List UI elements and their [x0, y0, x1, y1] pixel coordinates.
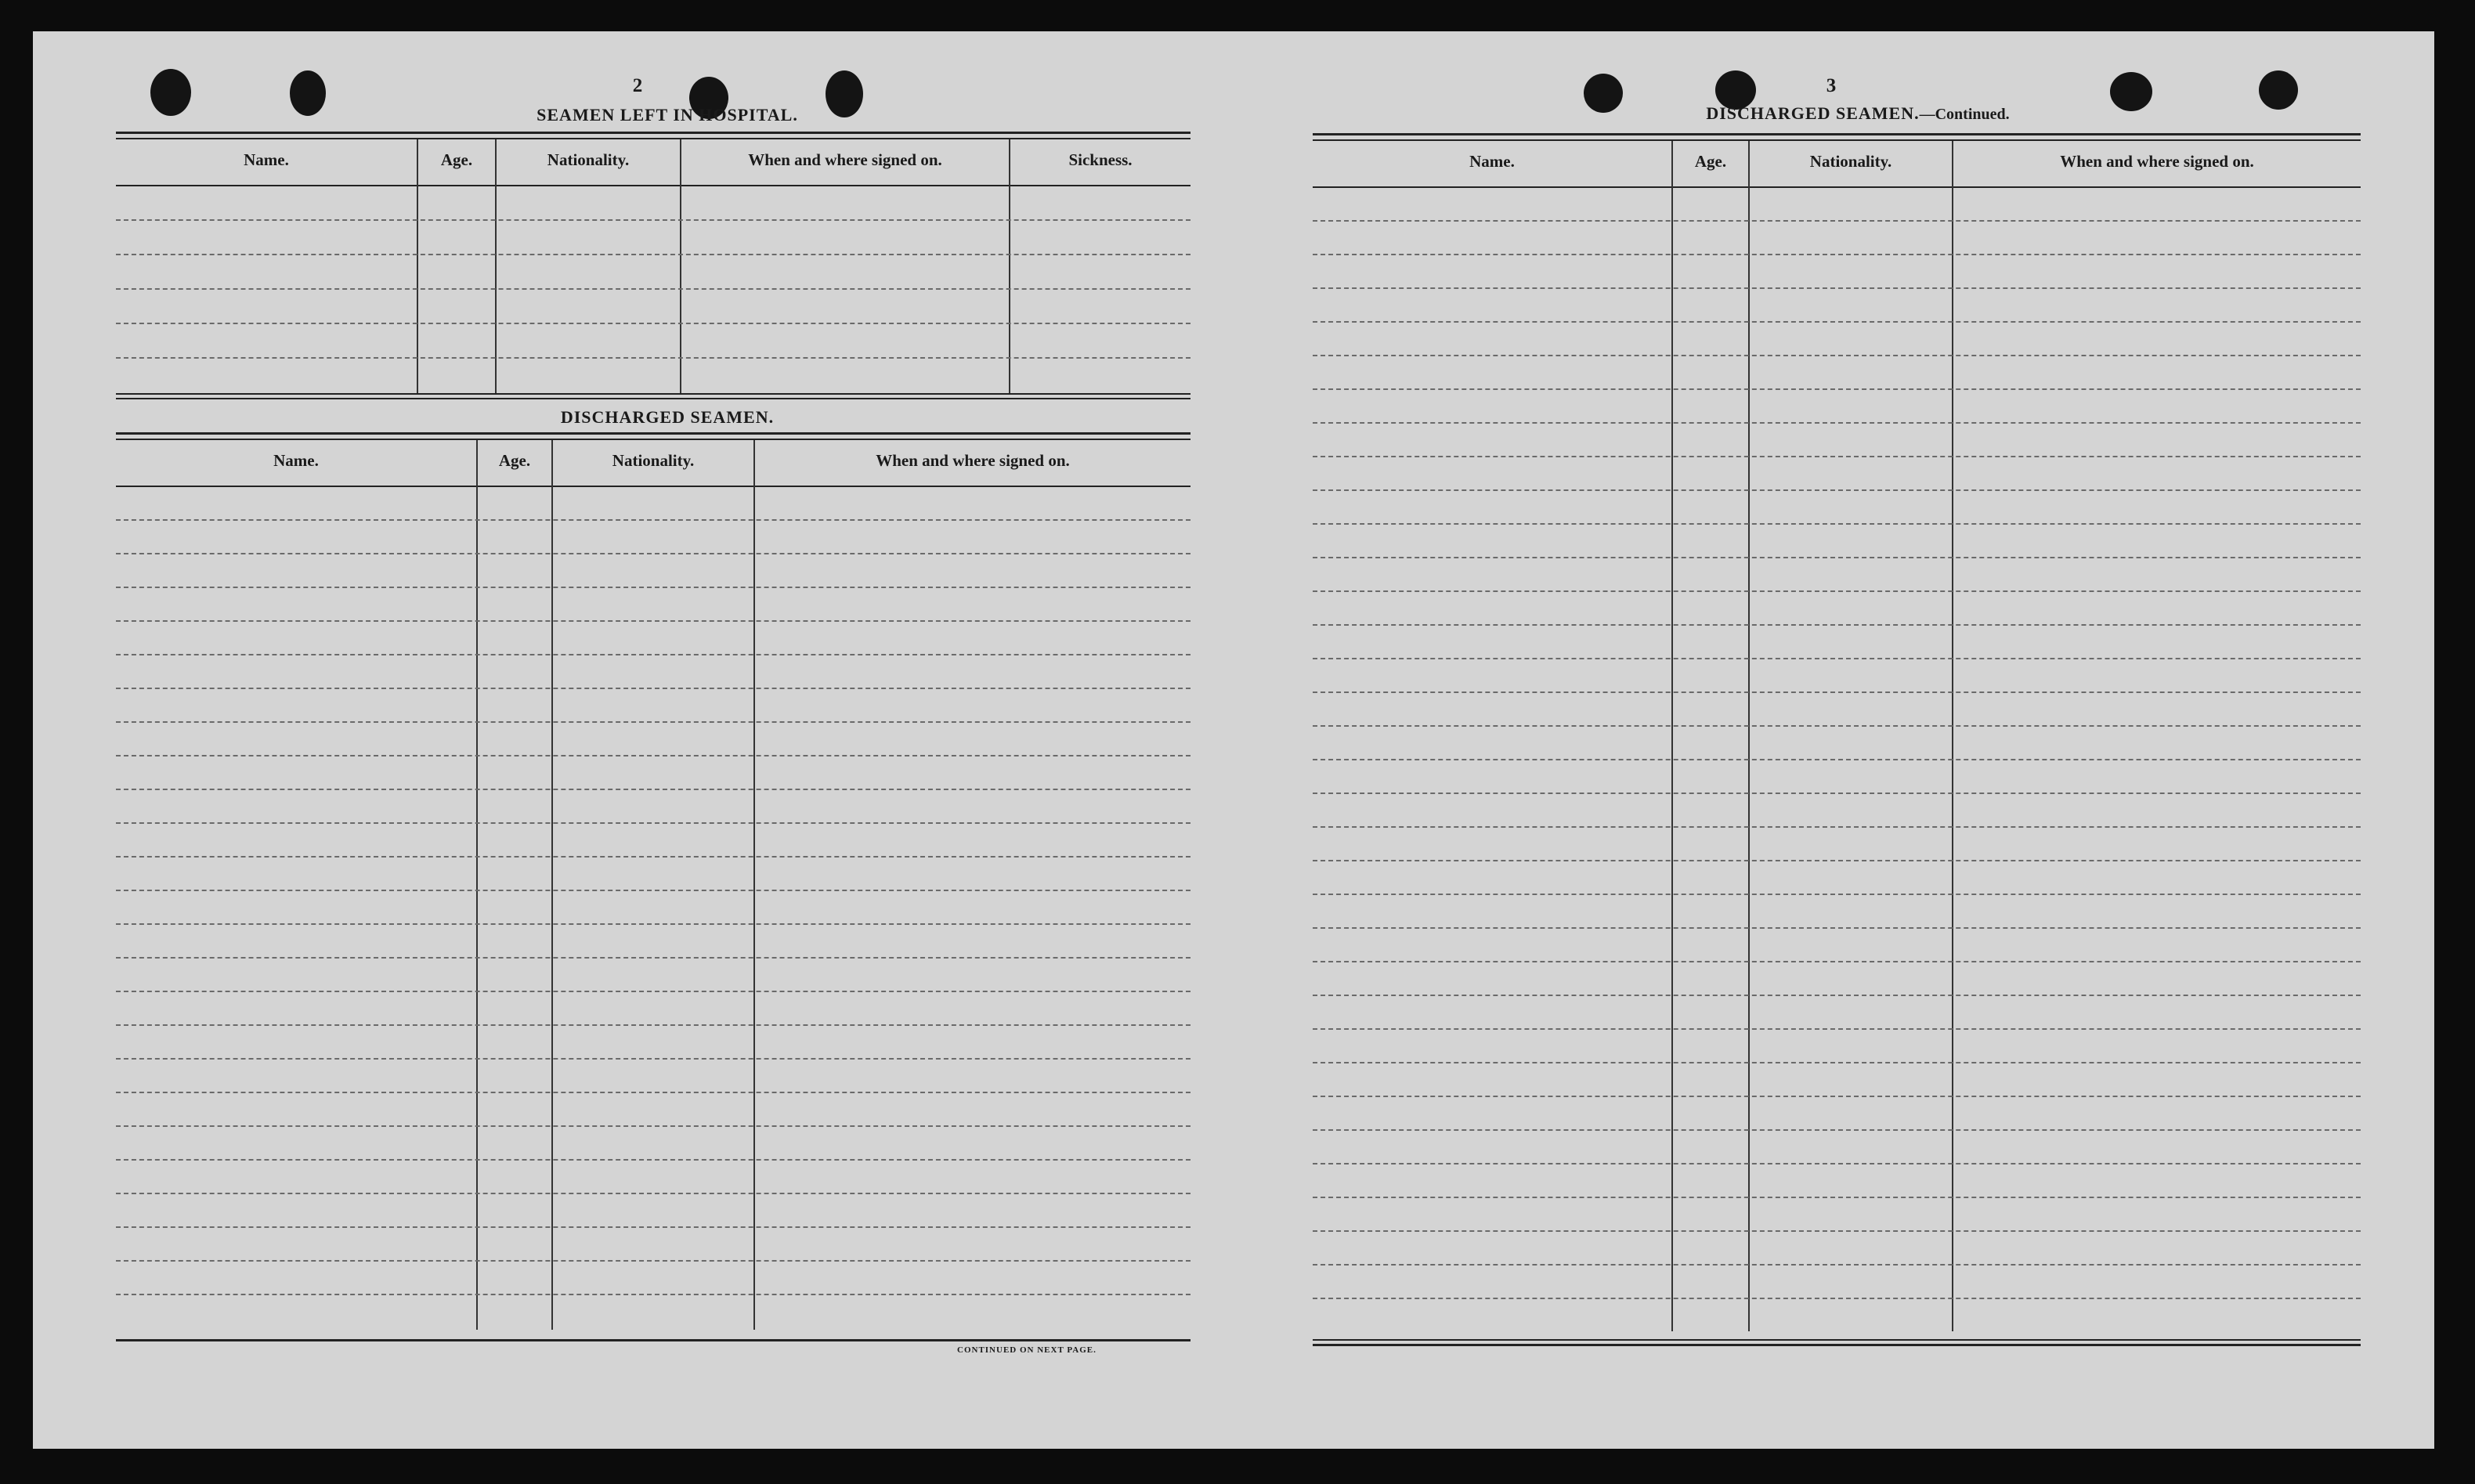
ruled-line [116, 357, 1191, 359]
ruled-line [116, 890, 1191, 891]
section-rule [1313, 133, 2361, 135]
ruled-line [116, 822, 1191, 824]
ruled-line [1313, 826, 2361, 828]
ruled-line [1313, 388, 2361, 390]
ruled-line [1313, 894, 2361, 895]
ruled-line [1313, 1163, 2361, 1164]
section-rule [116, 138, 1191, 139]
ruled-line [1313, 1298, 2361, 1299]
discharged-continued-title [1505, 103, 2210, 124]
ruled-line [116, 587, 1191, 588]
punch-hole [290, 70, 326, 116]
ruled-line [1313, 254, 2361, 255]
column-header-age: Age. [440, 150, 473, 169]
ruled-line [116, 519, 1191, 521]
column-header-name: Name. [244, 150, 289, 169]
column-header-age: Age. [498, 451, 531, 470]
ruled-line [1313, 1129, 2361, 1131]
ruled-line [116, 654, 1191, 655]
column-header-name: Name. [273, 451, 319, 470]
title-suffix: —Continued. [1919, 106, 2010, 123]
column-header-sickness: Sickness. [1068, 150, 1133, 169]
ruled-line [1313, 1028, 2361, 1030]
ruled-line [116, 1125, 1191, 1127]
column-header-signed-on: When and where signed on. [876, 451, 1070, 470]
ruled-line [116, 721, 1191, 723]
ruled-line [116, 957, 1191, 959]
ruled-line [1313, 1062, 2361, 1063]
ruled-line [116, 254, 1191, 255]
column-header-signed-on: When and where signed on. [748, 150, 942, 169]
column-header-nationality: Nationality. [1809, 152, 1892, 171]
bottom-rule [116, 1339, 1191, 1341]
ruled-line [116, 323, 1191, 324]
discharged-section-title: DISCHARGED SEAMEN. [560, 407, 775, 427]
ruled-line [1313, 523, 2361, 525]
ruled-line [1313, 793, 2361, 794]
section-rule [116, 393, 1191, 395]
ruled-line [116, 288, 1191, 290]
ruled-line [1313, 1096, 2361, 1097]
ruled-line [116, 923, 1191, 925]
ruled-line [1313, 725, 2361, 727]
discharged-rows [116, 486, 1191, 1330]
ruled-line [1313, 220, 2361, 222]
title-main: DISCHARGED SEAMEN. [1706, 103, 1920, 123]
page-number: 3 [1826, 75, 1837, 96]
ruled-line [116, 1193, 1191, 1194]
document-sheet [33, 31, 2434, 1449]
ruled-line [1313, 624, 2361, 626]
ruled-line [1313, 1230, 2361, 1232]
ruled-line [1313, 759, 2361, 760]
ruled-line [1313, 456, 2361, 457]
continued-note: CONTINUED ON NEXT PAGE. [957, 1345, 1097, 1355]
hospital-section-title: SEAMEN LEFT IN HOSPITAL. [537, 105, 798, 125]
ruled-line [1313, 1264, 2361, 1266]
page-number: 2 [632, 75, 643, 96]
ruled-line [116, 553, 1191, 554]
ruled-line [1313, 321, 2361, 323]
ruled-line [116, 688, 1191, 689]
ruled-line [1313, 287, 2361, 289]
section-rule [116, 132, 1191, 134]
punch-hole [150, 69, 191, 116]
ruled-line [116, 1294, 1191, 1295]
ruled-line [116, 219, 1191, 221]
ruled-line [1313, 422, 2361, 424]
ruled-line [116, 1260, 1191, 1262]
ruled-line [1313, 489, 2361, 491]
ruled-line [1313, 1197, 2361, 1198]
ruled-line [1313, 927, 2361, 929]
ruled-line [1313, 590, 2361, 592]
column-header-name: Name. [1469, 152, 1515, 171]
column-header-nationality: Nationality. [547, 150, 630, 169]
column-header-signed-on: When and where signed on. [2060, 152, 2254, 171]
section-rule [116, 439, 1191, 440]
ruled-line [116, 620, 1191, 622]
ruled-line [116, 1159, 1191, 1161]
section-rule [1313, 139, 2361, 141]
ruled-line [116, 755, 1191, 756]
ruled-line [116, 856, 1191, 858]
ruled-line [116, 1058, 1191, 1060]
ruled-line [116, 1092, 1191, 1093]
punch-hole [2259, 70, 2298, 110]
column-header-nationality: Nationality. [612, 451, 695, 470]
bottom-rule [1313, 1339, 2361, 1341]
ruled-line [1313, 995, 2361, 996]
ruled-line [116, 1226, 1191, 1228]
ruled-line [1313, 691, 2361, 693]
ruled-line [1313, 658, 2361, 659]
section-rule [116, 432, 1191, 435]
bottom-rule [1313, 1344, 2361, 1346]
column-header-age: Age. [1694, 152, 1727, 171]
ruled-line [1313, 355, 2361, 356]
section-rule [116, 398, 1191, 399]
discharged-continued-rows [1313, 186, 2361, 1331]
ruled-line [1313, 961, 2361, 962]
ruled-line [116, 1024, 1191, 1026]
ruled-line [116, 789, 1191, 790]
ruled-line [1313, 557, 2361, 558]
ruled-line [116, 991, 1191, 992]
ruled-line [1313, 860, 2361, 861]
hospital-rows [116, 185, 1191, 393]
